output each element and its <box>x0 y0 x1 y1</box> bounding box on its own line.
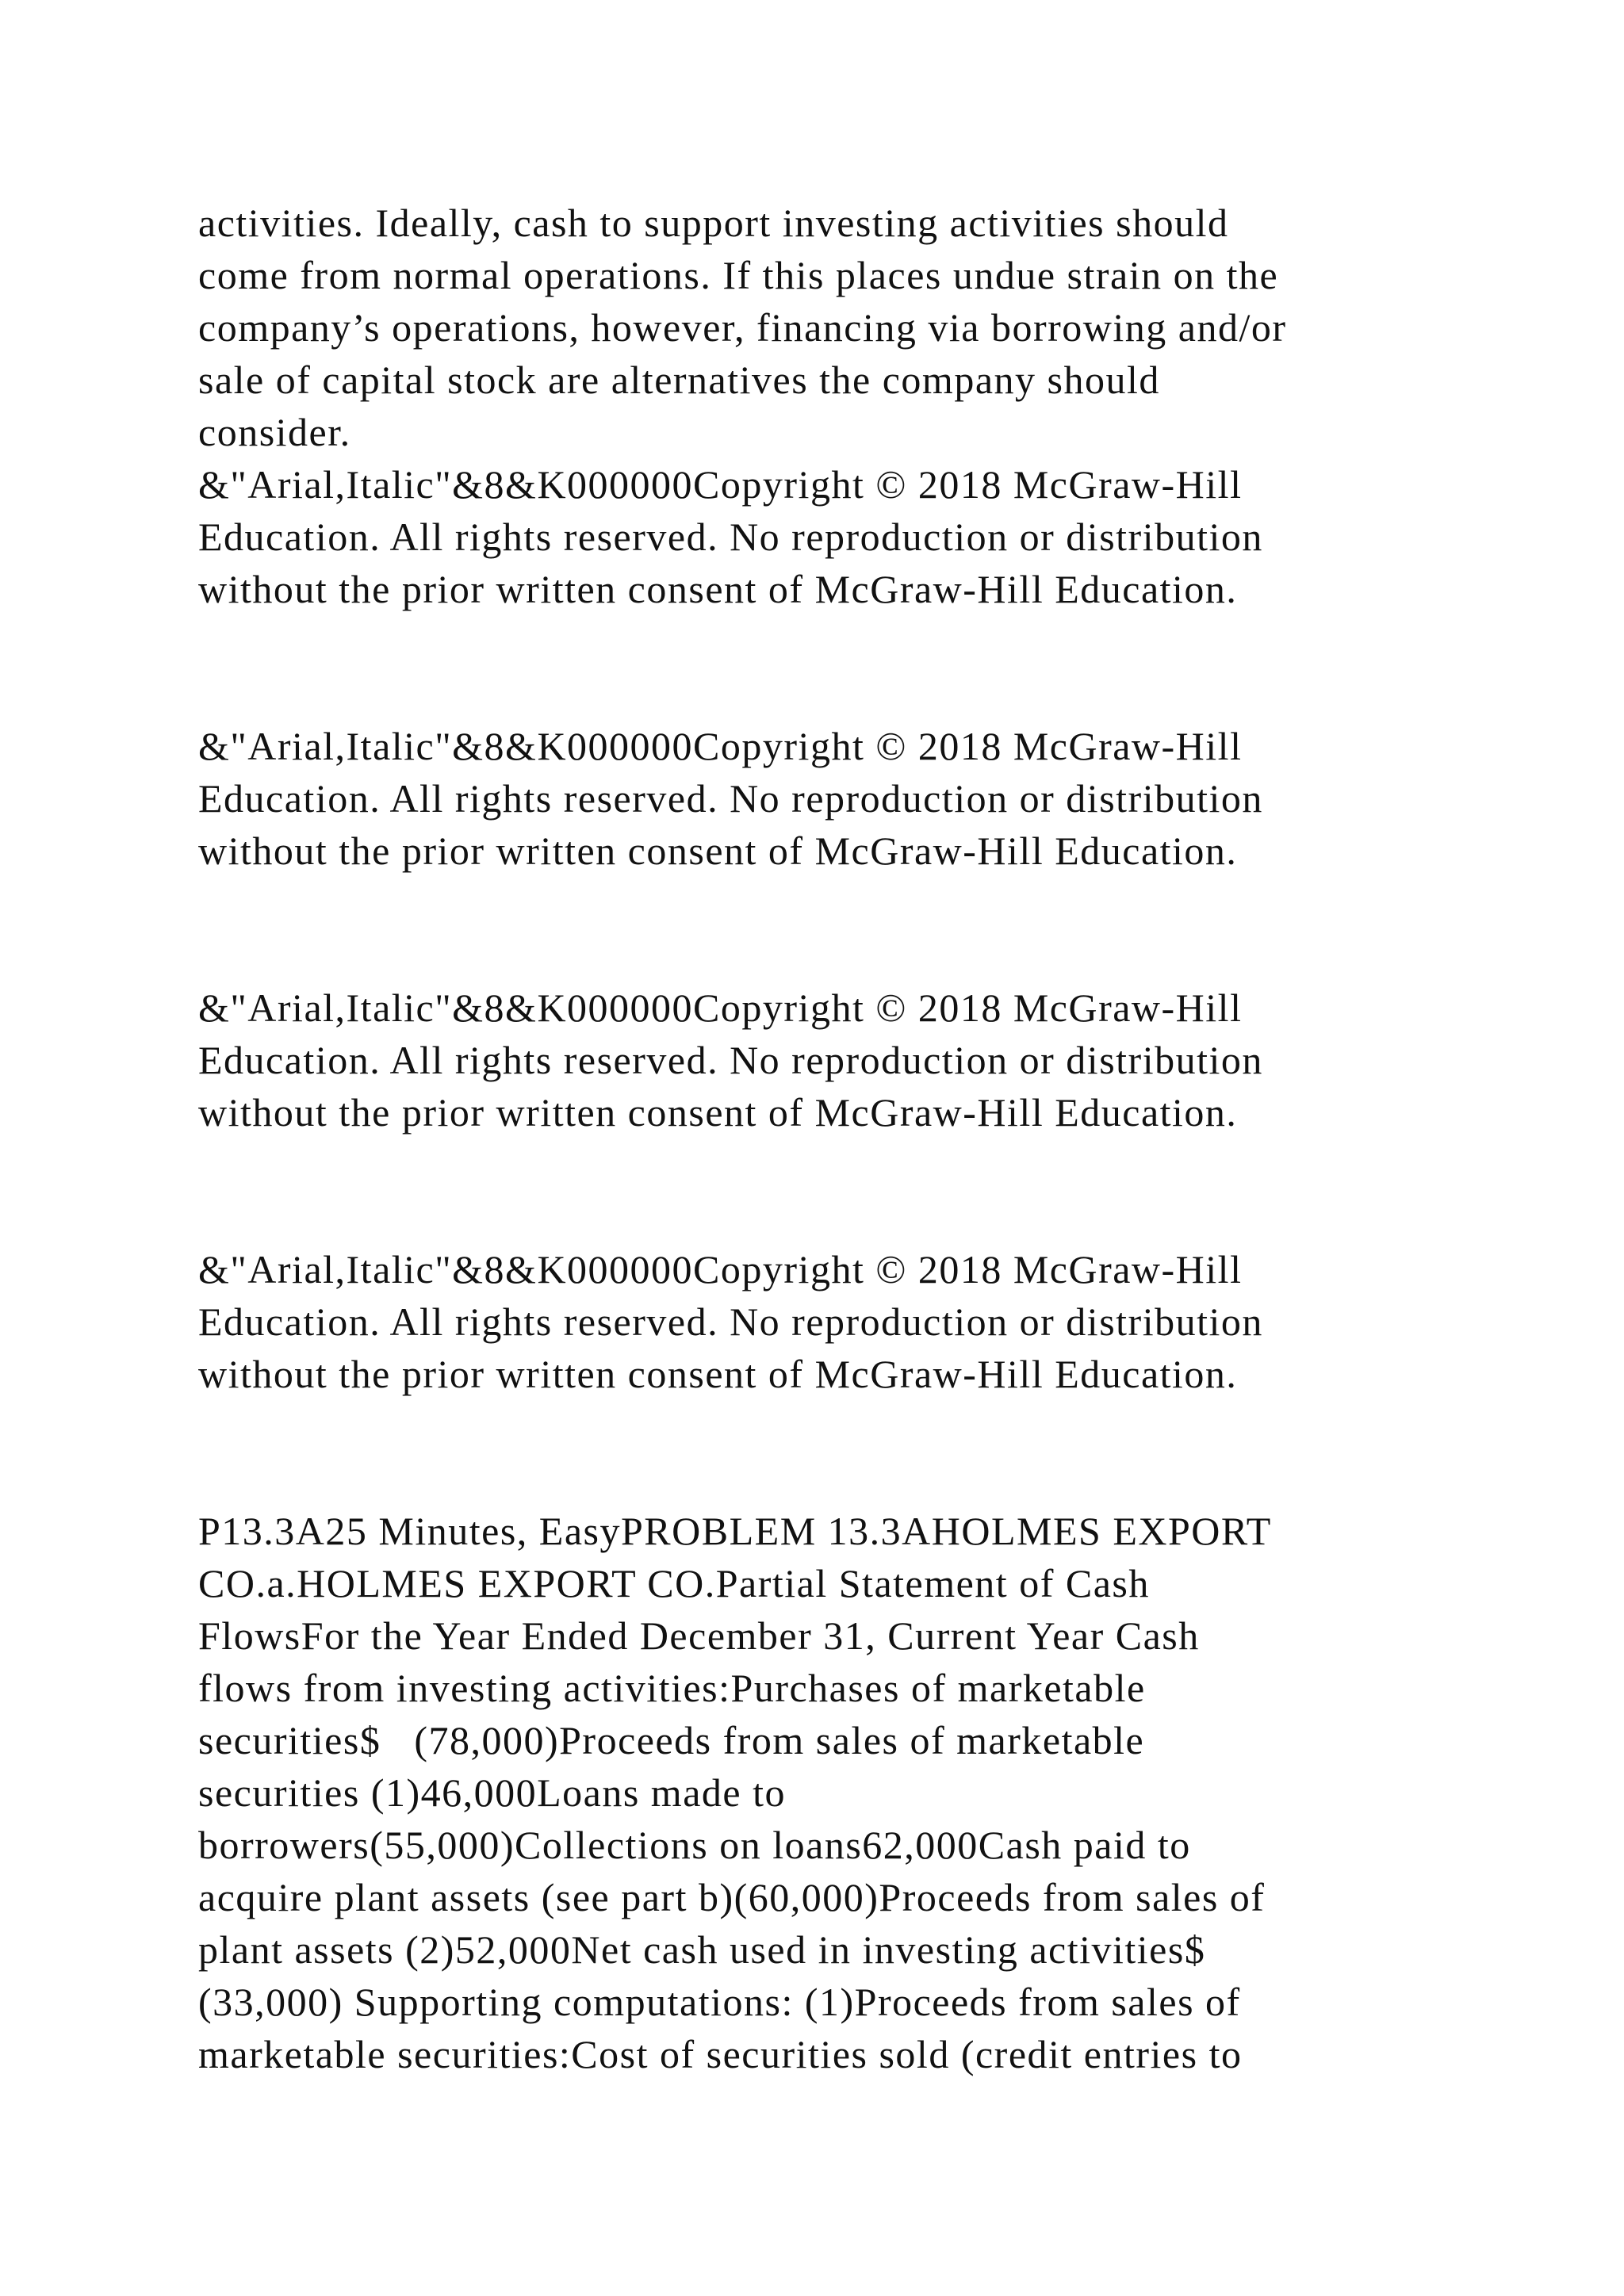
text-line: company’s operations, however, financing via borrowing and/or <box>198 305 1287 350</box>
text-line: marketable securities:Cost of securities sold (credit entries to <box>198 2032 1243 2076</box>
copyright-block <box>198 1243 1435 1400</box>
text-line: CO.a.HOLMES EXPORT CO.Partial Statement of Cash <box>198 1561 1150 1605</box>
copyright-line: Education. All rights reserved. No reproduction or distribution <box>198 776 1263 821</box>
copyright-line: without the prior written consent of McGraw-Hill Education. <box>198 1090 1238 1135</box>
text-line: FlowsFor the Year Ended December 31, Current Year Cash <box>198 1613 1200 1658</box>
problem-13-3a-block <box>198 1505 1435 2080</box>
copyright-line: Education. All rights reserved. No reproduction or distribution <box>198 1299 1263 1344</box>
text-block-activities-paragraph <box>198 197 1435 615</box>
text-line: come from normal operations. If this places undue strain on the <box>198 253 1279 297</box>
copyright-line: &"Arial,Italic"&8&K000000Copyright © 2018 McGraw-Hill <box>198 985 1243 1030</box>
text-line: securities (1)46,000Loans made to <box>198 1770 786 1815</box>
text-line: plant assets (2)52,000Net cash used in investing activities$ <box>198 1927 1206 1972</box>
copyright-line: Education. All rights reserved. No reproduction or distribution <box>198 1038 1263 1082</box>
text-line: activities. Ideally, cash to support investing activities should <box>198 201 1229 245</box>
text-line: securities$ (78,000)Proceeds from sales of marketable <box>198 1718 1145 1762</box>
text-line: sale of capital stock are alternatives the company should <box>198 358 1160 402</box>
copyright-line: &"Arial,Italic"&8&K000000Copyright © 2018 McGraw-Hill <box>198 462 1243 507</box>
text-line: (33,000) Supporting computations: (1)Proceeds from sales of <box>198 1980 1241 2024</box>
text-line: P13.3A25 Minutes, EasyPROBLEM 13.3AHOLMES EXPORT <box>198 1509 1272 1553</box>
text-line: flows from investing activities:Purchases of marketable <box>198 1666 1146 1710</box>
copyright-line: without the prior written consent of McGraw-Hill Education. <box>198 1352 1238 1396</box>
copyright-line: &"Arial,Italic"&8&K000000Copyright © 2018 McGraw-Hill <box>198 1247 1243 1292</box>
copyright-line: Education. All rights reserved. No reproduction or distribution <box>198 515 1263 559</box>
text-line: consider. <box>198 410 351 454</box>
copyright-line: without the prior written consent of McGraw-Hill Education. <box>198 567 1238 611</box>
text-line: acquire plant assets (see part b)(60,000)Proceeds from sales of <box>198 1875 1266 1919</box>
text-line: borrowers(55,000)Collections on loans62,000Cash paid to <box>198 1823 1191 1867</box>
copyright-line: &"Arial,Italic"&8&K000000Copyright © 2018 McGraw-Hill <box>198 724 1243 768</box>
copyright-block <box>198 720 1435 877</box>
copyright-line: without the prior written consent of McGraw-Hill Education. <box>198 828 1238 873</box>
copyright-block <box>198 982 1435 1138</box>
